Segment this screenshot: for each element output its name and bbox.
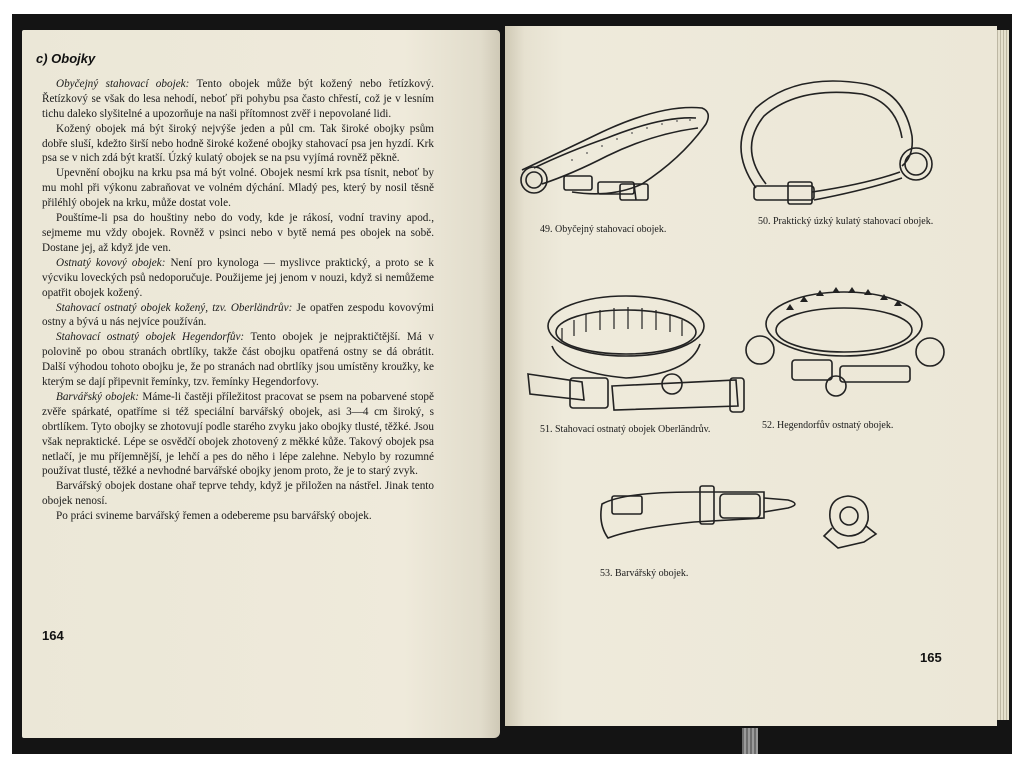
- figure-49-caption: 49. Obyčejný stahovací obojek.: [540, 224, 667, 235]
- left-page-text: [36, 51, 434, 524]
- page-edges: [995, 30, 1009, 720]
- figure-52-illustration: [744, 280, 948, 398]
- paragraph-term: Barvářský obojek:: [56, 390, 139, 403]
- page-number-right: 165: [920, 650, 942, 665]
- paragraph: [42, 479, 434, 509]
- figure-50-illustration: [726, 76, 948, 214]
- figure-53-caption: 53. Barvářský obojek.: [600, 568, 689, 579]
- section-heading: c) Obojky: [36, 51, 96, 66]
- page-number-left: 164: [42, 628, 64, 643]
- figure-53-illustration: [594, 478, 890, 566]
- paragraph-text: Tento obojek je nejpraktičtější. Má v polovině po obou stranách obrtlíky, takže část obojku opatřená ostny se dá obrátit. Další výhodou tohoto obojku je, že po stranách nad obrtlíky jsou umístěny kroužky, ke kterým se dají připevnit řemínky, tzv. řemínky Hegendorfovy.: [42, 331, 434, 389]
- paragraph-text: Po práci svineme barvářský řemen a odebereme psu barvářský obojek.: [56, 510, 372, 523]
- paragraph: [42, 509, 434, 524]
- paragraph: [42, 77, 434, 122]
- figure-49-illustration: [512, 98, 722, 218]
- paragraph-text: Máme-li častěji příležitost pracovat se psem na pobarvené stopě zvěře spárkaté, opatříme si též speciální barvářský obojek, asi 3—4 cm široký, s obrtlíkem. Tyto obojky se zhotovují podle starého zvyku jako obojky tlusté, těžké. Jsou však nepraktické. Lépe se osvědčí obojek zhotovený z měkké kůže. Takový obojek psa netlačí, je mu příjemnější, je lehčí a pes do něho i lépe zalehne. Nebylo by rozumné používat tlusté, těžké a nevhodné barvářské obojky jenom proto, že je to starý zvyk.: [42, 390, 434, 478]
- paragraph-term: Stahovací ostnatý obojek Hegendorfův:: [56, 331, 245, 344]
- paragraph-term: Stahovací ostnatý obojek kožený, tzv. Oberländrův:: [56, 301, 293, 314]
- figure-50-caption: 50. Praktický úzký kulatý stahovací obojek.: [758, 216, 934, 227]
- paragraph: [42, 301, 434, 331]
- paragraph-text: Upevnění obojku na krku psa má být volné. Obojek nesmí krk psa tísnit, neboť by mu mohl při výkonu zabraňovat ve volném dýchání. Mladý pes, který by nosil těsně přiléhlý obojek na krku, může dostat vole.: [42, 167, 434, 210]
- paragraph-text: Tento obojek může být kožený nebo řetízkový. Řetízkový se však do lesa nehodí, neboť při pohybu psa často chřestí, což je v lesním tichu daleko slyšitelné a upozorňuje na naši přítomnost zvěř i nepovolané lidi.: [42, 77, 434, 120]
- bookmark-ribbon: [742, 728, 758, 754]
- paragraph: [42, 166, 434, 211]
- figure-51-illustration: [522, 282, 752, 420]
- paragraph-list: [42, 77, 434, 524]
- paragraph-text: Není pro kynologa — myslivce praktický, a proto se k výcviku loveckých psů nedoporučuje. Použijeme jej jenom v nouzi, když si nemůžeme opatřit obojek kožený.: [42, 256, 434, 299]
- paragraph-term: Obyčejný stahovací obojek:: [56, 77, 190, 90]
- paragraph-text: Kožený obojek má být široký nejvýše jeden a půl cm. Tak široké obojky psům dobře sluší, kdežto širší nebo hodně široké kožené obojky stahovací psa jen hyzdí. Krk psa se v nich zdá být kratší. Úzký kulatý obojek se na psu vyjímá rovněž pěkně.: [42, 122, 434, 165]
- paragraph-text: Je opatřen zespodu kovovými ostny a bývá u nás nejvíce používán.: [42, 301, 434, 329]
- paragraph: [42, 256, 434, 301]
- paragraph: [42, 330, 434, 390]
- paragraph-term: Ostnatý kovový obojek:: [56, 256, 166, 269]
- paragraph: [42, 211, 434, 256]
- paragraph: [42, 122, 434, 167]
- paragraph-text: Barvářský obojek dostane ohař teprve tehdy, když je přiložen na nástřel. Jinak tento obojek nenosí.: [42, 480, 434, 508]
- paragraph: [42, 390, 434, 479]
- figure-51-caption: 51. Stahovací ostnatý obojek Oberländrův.: [540, 424, 711, 435]
- paragraph-text: Pouštíme-li psa do houštiny nebo do vody, kde je rákosí, vodní traviny apod., sejmeme mu vždy obojek. Rovněž v psinci nebo v bytě nemá pes obojek na sobě. Dostane jej, až když jde ven.: [42, 212, 434, 254]
- figure-52-caption: 52. Hegendorfův ostnatý obojek.: [762, 420, 894, 431]
